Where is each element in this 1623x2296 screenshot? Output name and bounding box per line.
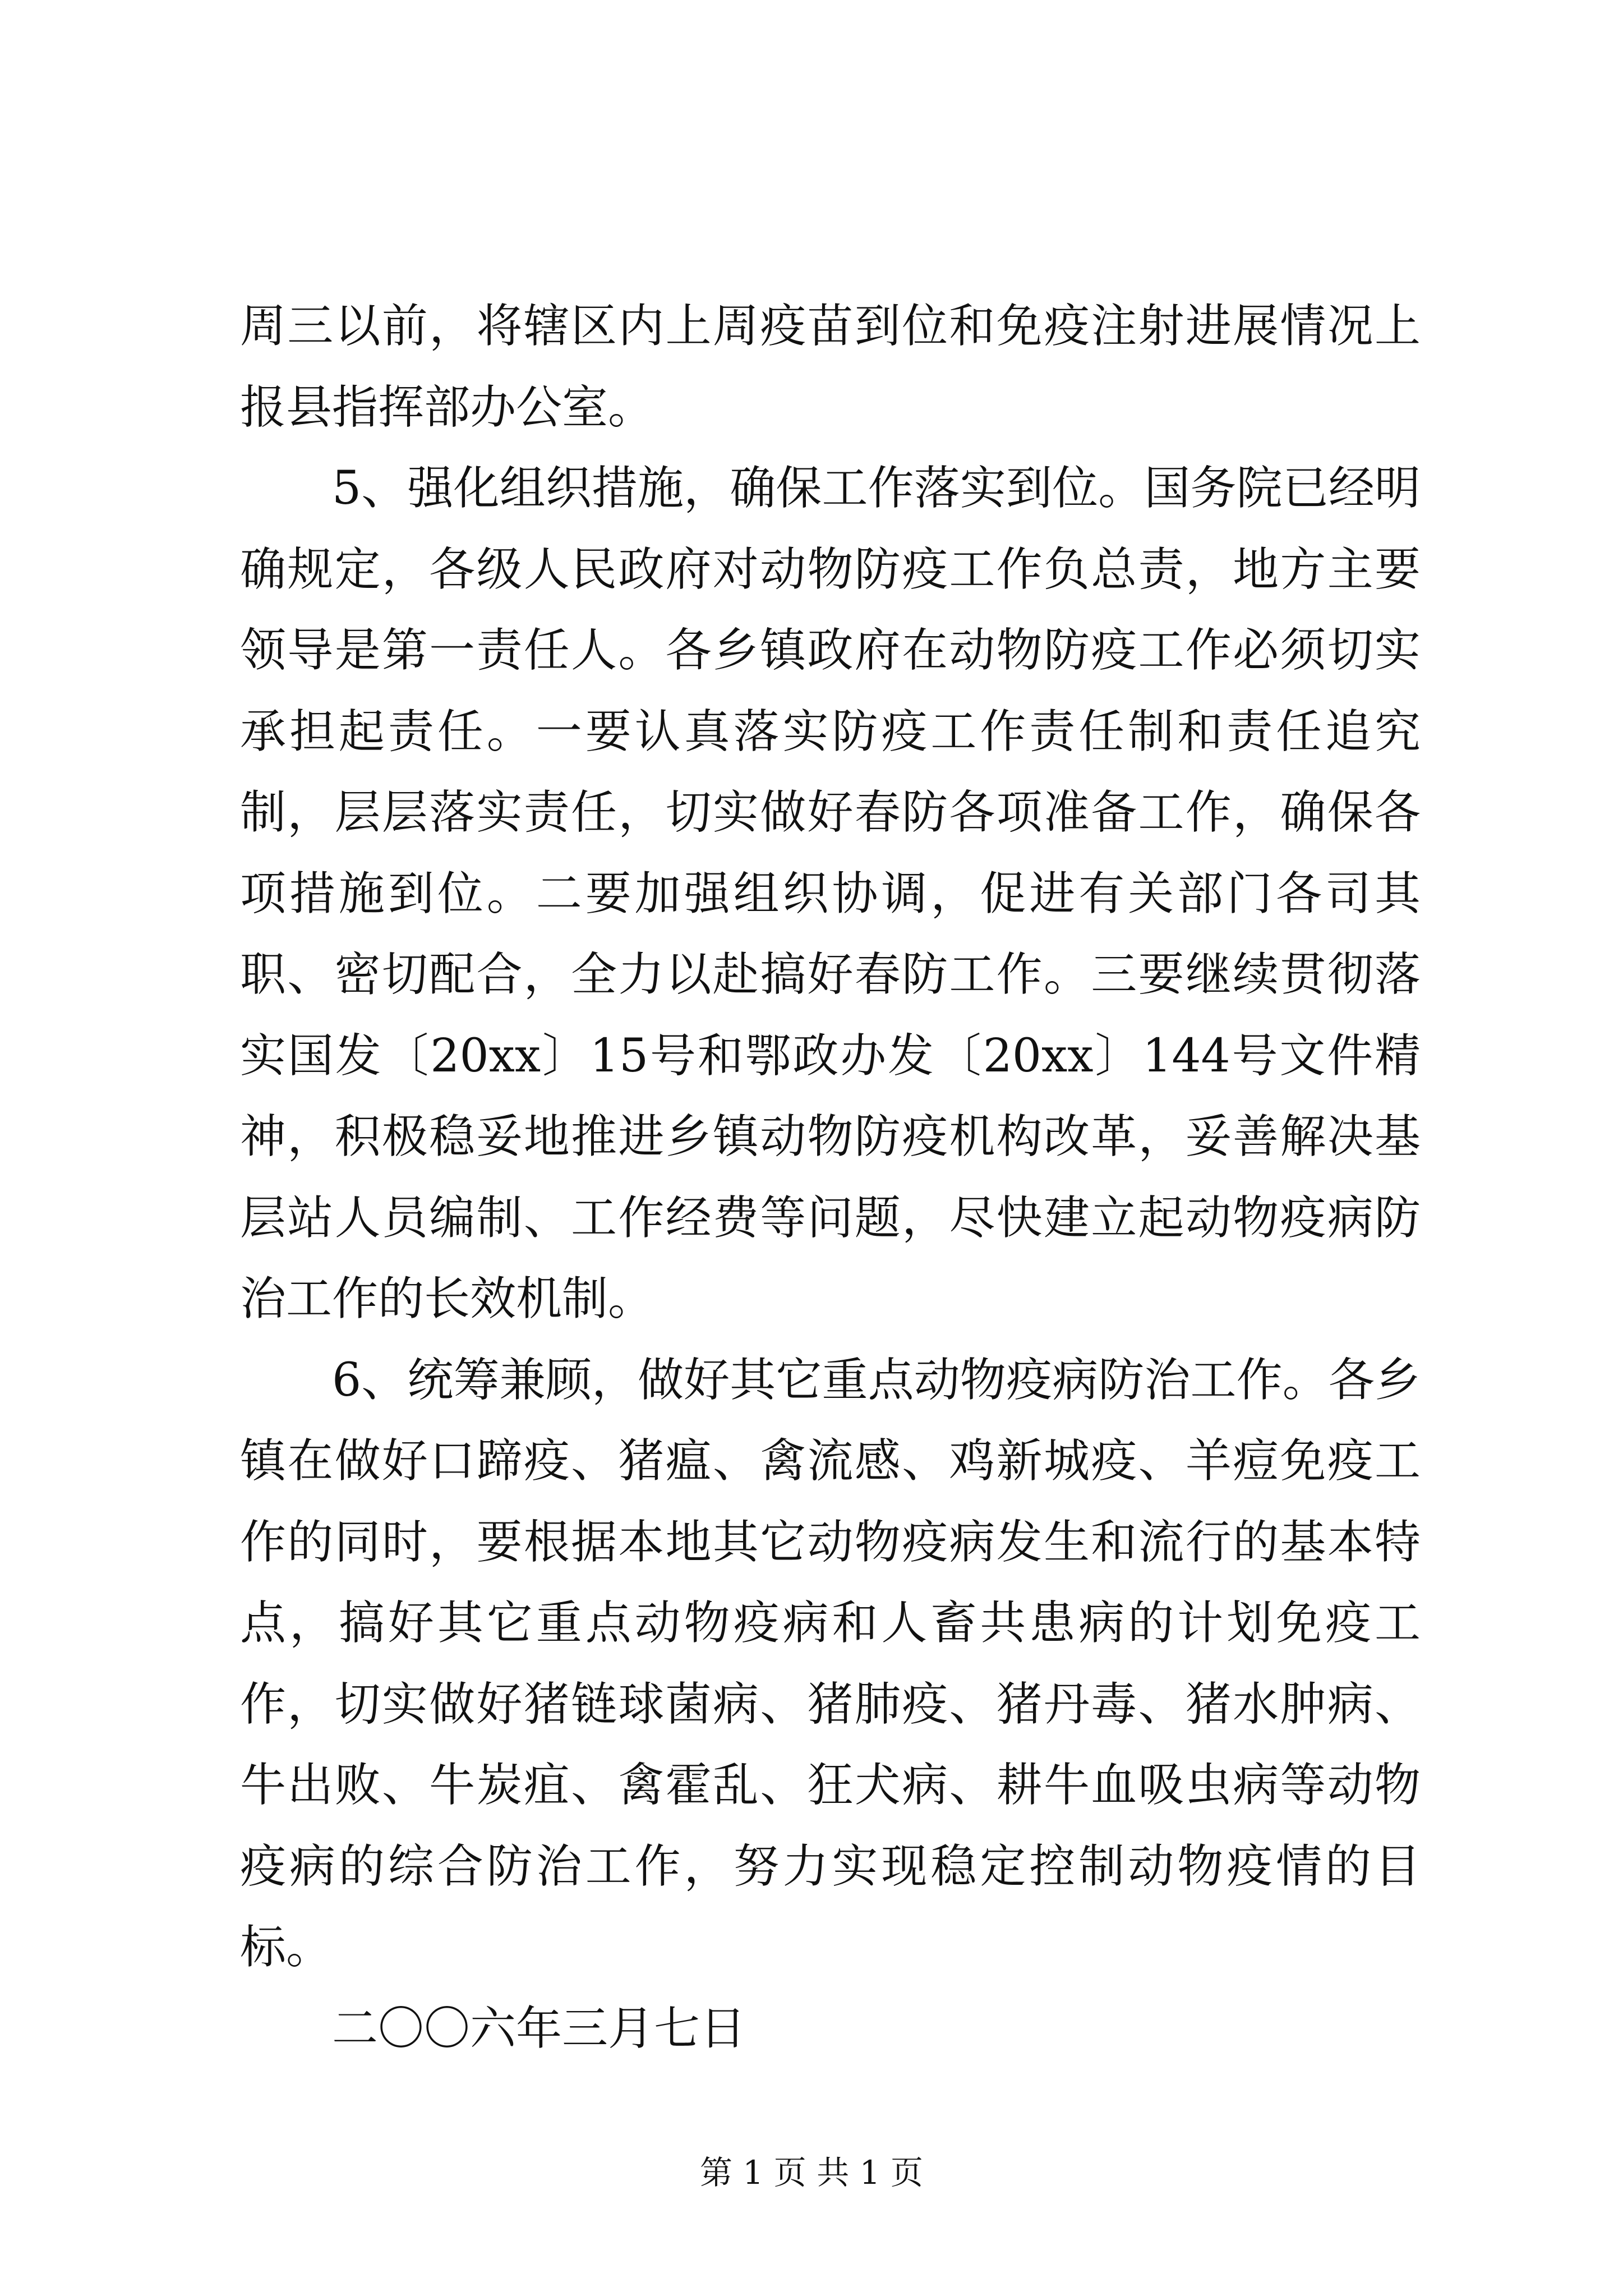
document-body	[240, 286, 1421, 2069]
page-footer: 第 1 页 共 1 页	[700, 2154, 923, 2192]
paragraph-continuation: 周三以前，将辖区内上周疫苗到位和免疫注射进展情况上报县指挥部办公室。	[240, 300, 1421, 434]
paragraph-item-5: 5、强化组织措施，确保工作落实到位。国务院已经明确规定，各级人民政府对动物防疫工作负总责，地方主要领导是第一责任人。各乡镇政府在动物防疫工作必须切实承担起责任。一要认真落实防疫工作责任制和责任追究制，层层落实责任，切实做好春防各项准备工作，确保各项措施到位。二要加强组织协调，促进有关部门各司其职、密切配合，全力以赴搞好春防工作。三要继续贯彻落实国发〔20xx〕15号和鄂政办发〔20xx〕144号文件精神，积极稳妥地推进乡镇动物防疫机构改革，妥善解决基层站人员编制、工作经费等问题，尽快建立起动物疫病防治工作的长效机制。	[240, 462, 1421, 1326]
paragraph-item-6: 6、统筹兼顾，做好其它重点动物疫病防治工作。各乡镇在做好口蹄疫、猪瘟、禽流感、鸡新城疫、羊痘免疫工作的同时，要根据本地其它动物疫病发生和流行的基本特点，搞好其它重点动物疫病和人畜共患病的计划免疫工作，切实做好猪链球菌病、猪肺疫、猪丹毒、猪水肿病、牛出败、牛炭疽、禽霍乱、狂犬病、耕牛血吸虫病等动物疫病的综合防治工作，努力实现稳定控制动物疫情的目标。	[240, 1353, 1421, 1974]
document-date: 二〇〇六年三月七日	[332, 2001, 746, 2055]
